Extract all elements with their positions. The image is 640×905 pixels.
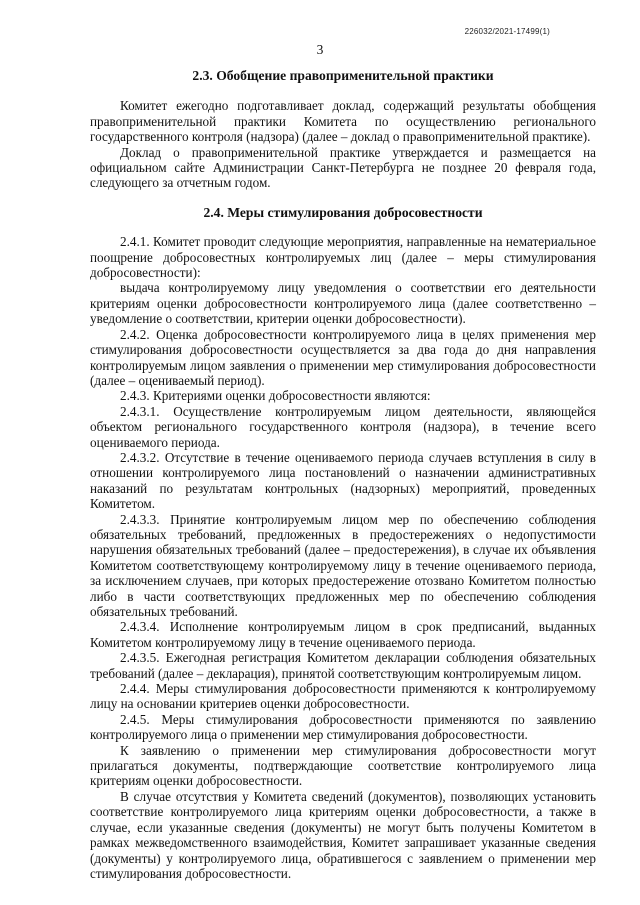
paragraph: 2.4.3.5. Ежегодная регистрация Комитетом декларации соблюдения обязательных требований (далее – декларация), принятой соответствующим контролируемым лицом. (90, 650, 596, 681)
paragraph: 2.4.3.3. Принятие контролируемым лицом мер по обеспечению соблюдения обязательных требований, предложенных в предостережениях о недопустимости нарушения обязательных требований (далее – предостережения), в случае их объявления Комитетом соответствующему контролируемому лицу в течение оцениваемого периода, за исключением случаев, при которых предостережение отозвано Комитетом полностью либо в части соответствующих предложенных мер по обеспечению соблюдения обязательных требований. (90, 511, 596, 619)
page-number: 3 (316, 42, 324, 57)
paragraph: 2.4.3.2. Отсутствие в течение оцениваемого периода случаев вступления в силу в отношении контролируемого лица постановлений о назначении административных наказаний по результатам контрольных (надзорных) мероприятий, проведенных Комитетом. (90, 449, 596, 512)
paragraph: 2.4.3. Критериями оценки добросовестности являются: (120, 388, 431, 404)
paragraph: В случае отсутствия у Комитета сведений (документов), позволяющих установить соответствие контролируемого лица критериям оценки добросовестности, а также в случае, если указанные сведения (документы) не могут быть получены Комитетом в рамках межведомственного взаимодействия, Комитет запрашивает указанные сведения (документы) у контролируемого лица, обратившегося с заявлением о применении мер стимулирования добросовестности. (90, 788, 596, 881)
paragraph: 2.4.5. Меры стимулирования добросовестности применяются по заявлению контролируемого лица о применении мер стимулирования добросовестности. (90, 711, 596, 743)
section-heading-2-3: 2.3. Обобщение правоприменительной практики (192, 68, 494, 83)
paragraph: 2.4.1. Комитет проводит следующие мероприятия, направленные на нематериальное поощрение добросовестных контролируемых лиц (далее – меры стимулирования добросовестности): (90, 234, 596, 281)
paragraph: 2.4.3.1. Осуществление контролируемым лицом деятельности, являющейся объектом регионального государственного контроля (надзора), в течение всего оцениваемого периода. (90, 403, 596, 450)
document-registration-number: 226032/2021-17499(1) (464, 27, 550, 36)
section-heading-2-4: 2.4. Меры стимулирования добросовестности (203, 204, 483, 220)
paragraph: 2.4.3.4. Исполнение контролируемым лицом в срок предписаний, выданных Комитетом контролируемому лицу в течение оцениваемого периода. (90, 619, 596, 650)
page-body (90, 68, 596, 881)
paragraph: 2.4.2. Оценка добросовестности контролируемого лица в целях применения мер стимулирования добросовестности осуществляется за два года до дня направления контролируемым лицом заявления о применении мер стимулирования добросовестности (далее – оцениваемый период). (90, 326, 596, 388)
paragraph: К заявлению о применении мер стимулирования добросовестности могут прилагаться документы, подтверждающие соответствие контролируемого лица критериям оценки добросовестности. (90, 742, 596, 789)
paragraph: Комитет ежегодно подготавливает доклад, содержащий результаты обобщения правоприменительной практики Комитета по осуществлению регионального государственного контроля (надзора) (далее – доклад о правоприменительной практике). (90, 98, 596, 145)
paragraph: Доклад о правоприменительной практике утверждается и размещается на официальном сайте Администрации Санкт-Петербурга не позднее 20 февраля года, следующего за отчетным годом. (90, 144, 596, 191)
paragraph: 2.4.4. Меры стимулирования добросовестности применяются к контролируемому лицу на основании критериев оценки добросовестности. (90, 681, 596, 712)
paragraph: выдача контролируемому лицу уведомления о соответствии его деятельности критериям оценки добросовестности контролируемого лица (далее соответственно – уведомление о соответствии, критерии оценки добросовестности). (90, 280, 596, 327)
